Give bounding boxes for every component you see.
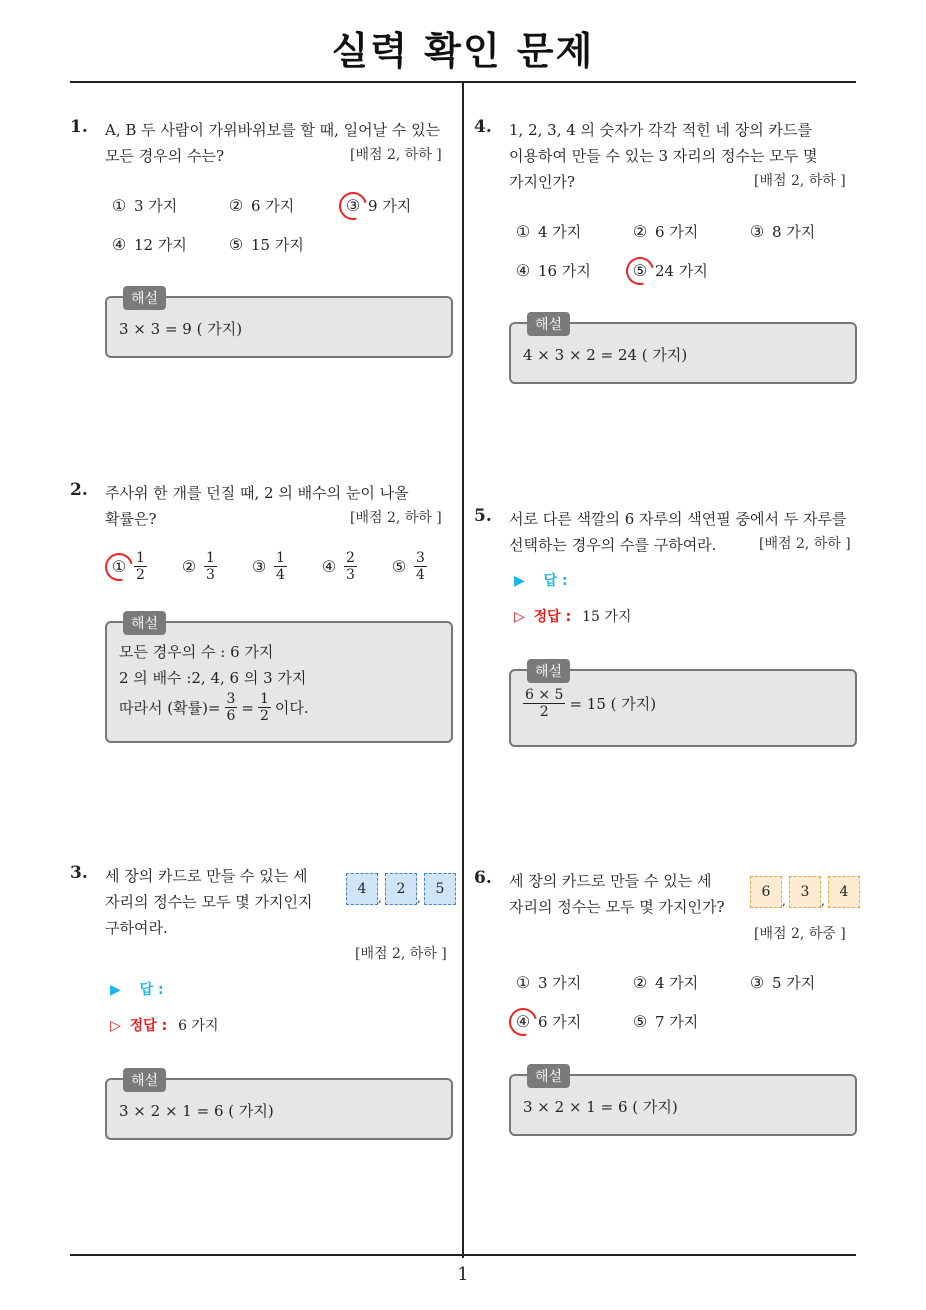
option-3[interactable]: ③ $\frac{1}{4}$: [251, 550, 285, 583]
correct-answer-row: ▷ 정답 : 6 가지: [110, 1018, 219, 1034]
question-line: A, B 두 사람이 가위바위보를 할 때, 일어날 수 있는: [105, 121, 441, 139]
solution-label: 해설: [123, 286, 166, 310]
page-title: 실력 확인 문제: [331, 29, 595, 73]
question-line: 1, 2, 3, 4 의 숫자가 각각 적힌 네 장의 카드를: [509, 121, 813, 139]
number-card: 6: [750, 876, 782, 908]
option-3[interactable]: ③ 9 가지: [345, 196, 412, 215]
question-text: [509, 868, 725, 920]
option-4[interactable]: ④ $\frac{2}{3}$: [321, 550, 355, 583]
score-meta: [배점 2, 하하 ]: [350, 147, 442, 163]
solution-box: [509, 664, 857, 747]
score-meta: [배점 2, 하하 ]: [759, 536, 851, 552]
option-2[interactable]: ② 4 가지: [632, 973, 699, 992]
score-meta: [배점 2, 하하 ]: [754, 173, 846, 189]
option-5[interactable]: ⑤ 24 가지: [632, 261, 708, 280]
option-4[interactable]: ④ 12 가지: [111, 235, 187, 254]
question-line: 구하여라.: [105, 919, 168, 937]
problem-number: 2.: [70, 480, 88, 500]
question-line: 이용하여 만들 수 있는 3 자리의 정수는 모두 몇: [509, 147, 818, 165]
question-line: 확률은?: [105, 510, 157, 528]
solution-box: [105, 1073, 453, 1140]
option-2[interactable]: ② 6 가지: [228, 196, 295, 215]
question-line: 모든 경우의 수는?: [105, 147, 225, 165]
play-icon: ▶: [110, 982, 121, 998]
option-4[interactable]: ④ 16 가지: [515, 261, 591, 280]
option-3[interactable]: ③ 8 가지: [749, 222, 816, 241]
question-line: 서로 다른 색깔의 6 자루의 색연필 중에서 두 자루를: [509, 510, 847, 528]
score-meta: [배점 2, 하중 ]: [754, 926, 846, 942]
selected-answer-mark: ①: [111, 557, 127, 576]
card-separator: ,: [417, 891, 421, 905]
solution-text: $\frac{6 \times 5}{2}$ = 15 ( 가지): [525, 687, 657, 720]
question-text: [105, 863, 312, 941]
solution-label: 해설: [527, 659, 570, 683]
solution-text: 3 × 2 × 1 = 6 ( 가지): [523, 1098, 678, 1116]
option-4[interactable]: ④ 6 가지: [515, 1012, 582, 1031]
page-number: 1: [457, 1264, 469, 1285]
option-1[interactable]: ① 3 가지: [111, 196, 178, 215]
number-card: 5: [424, 873, 456, 905]
option-1[interactable]: ① $\frac{1}{2}$: [111, 550, 145, 583]
solution-box: [509, 1069, 857, 1136]
solution-text: 4 × 3 × 2 = 24 ( 가지): [523, 346, 688, 364]
option-1[interactable]: ① 4 가지: [515, 222, 582, 241]
outline-play-icon: ▷: [514, 609, 525, 625]
correct-answer-row: ▷ 정답 : 15 가지: [514, 609, 632, 625]
solution-text: 3 × 2 × 1 = 6 ( 가지): [119, 1102, 274, 1120]
problem-number: 3.: [70, 863, 88, 883]
option-2[interactable]: ② $\frac{1}{3}$: [181, 550, 215, 583]
solution-box: [105, 291, 453, 358]
score-meta: [배점 2, 하하 ]: [350, 510, 442, 526]
number-card: 2: [385, 873, 417, 905]
selected-answer-mark: ⑤: [632, 261, 648, 280]
problem-number: 6.: [474, 868, 492, 888]
column-divider: [462, 83, 464, 1258]
problem-number: 5.: [474, 506, 492, 526]
solution-box: [509, 317, 857, 384]
card-separator: ,: [782, 894, 786, 908]
option-5[interactable]: ⑤ 7 가지: [632, 1012, 699, 1031]
problem-number: 1.: [70, 117, 88, 137]
number-card: 3: [789, 876, 821, 908]
solution-label: 해설: [123, 611, 166, 635]
number-card: 4: [828, 876, 860, 908]
question-line: 세 장의 카드로 만들 수 있는 세: [105, 867, 308, 885]
selected-answer-mark: ④: [515, 1012, 531, 1031]
answer-row: ▶ 답 :: [110, 982, 164, 998]
option-2[interactable]: ② 6 가지: [632, 222, 699, 241]
option-3[interactable]: ③ 5 가지: [749, 973, 816, 992]
solution-text: 모든 경우의 수 : 6 가지 2 의 배수 :2, 4, 6 의 3 가지 따라서 (확률)= $\frac{3}{6}$ = $\frac{1}{2}$ 이다.: [119, 643, 309, 724]
card-separator: ,: [821, 894, 825, 908]
question-line: 세 장의 카드로 만들 수 있는 세: [509, 872, 712, 890]
score-meta: [배점 2, 하하 ]: [355, 946, 447, 962]
question-line: 자리의 정수는 모두 몇 가지인가?: [509, 898, 725, 916]
solution-text: 3 × 3 = 9 ( 가지): [119, 320, 243, 338]
answer-row: ▶ 답 :: [514, 573, 568, 589]
solution-box: [105, 616, 453, 743]
card-separator: ,: [378, 891, 382, 905]
problem-number: 4.: [474, 117, 492, 137]
solution-label: 해설: [527, 312, 570, 336]
option-5[interactable]: ⑤ $\frac{3}{4}$: [391, 550, 425, 583]
option-5[interactable]: ⑤ 15 가지: [228, 235, 304, 254]
option-1[interactable]: ① 3 가지: [515, 973, 582, 992]
question-line: 선택하는 경우의 수를 구하여라.: [509, 536, 717, 554]
bottom-divider: [70, 1254, 856, 1256]
solution-label: 해설: [527, 1064, 570, 1088]
play-icon: ▶: [514, 573, 525, 589]
outline-play-icon: ▷: [110, 1018, 121, 1034]
question-line: 주사위 한 개를 던질 때, 2 의 배수의 눈이 나올: [105, 484, 409, 502]
number-card: 4: [346, 873, 378, 905]
question-line: 자리의 정수는 모두 몇 가지인지: [105, 893, 313, 911]
solution-label: 해설: [123, 1068, 166, 1092]
question-line: 가지인가?: [509, 173, 576, 191]
selected-answer-mark: ③: [345, 196, 361, 215]
